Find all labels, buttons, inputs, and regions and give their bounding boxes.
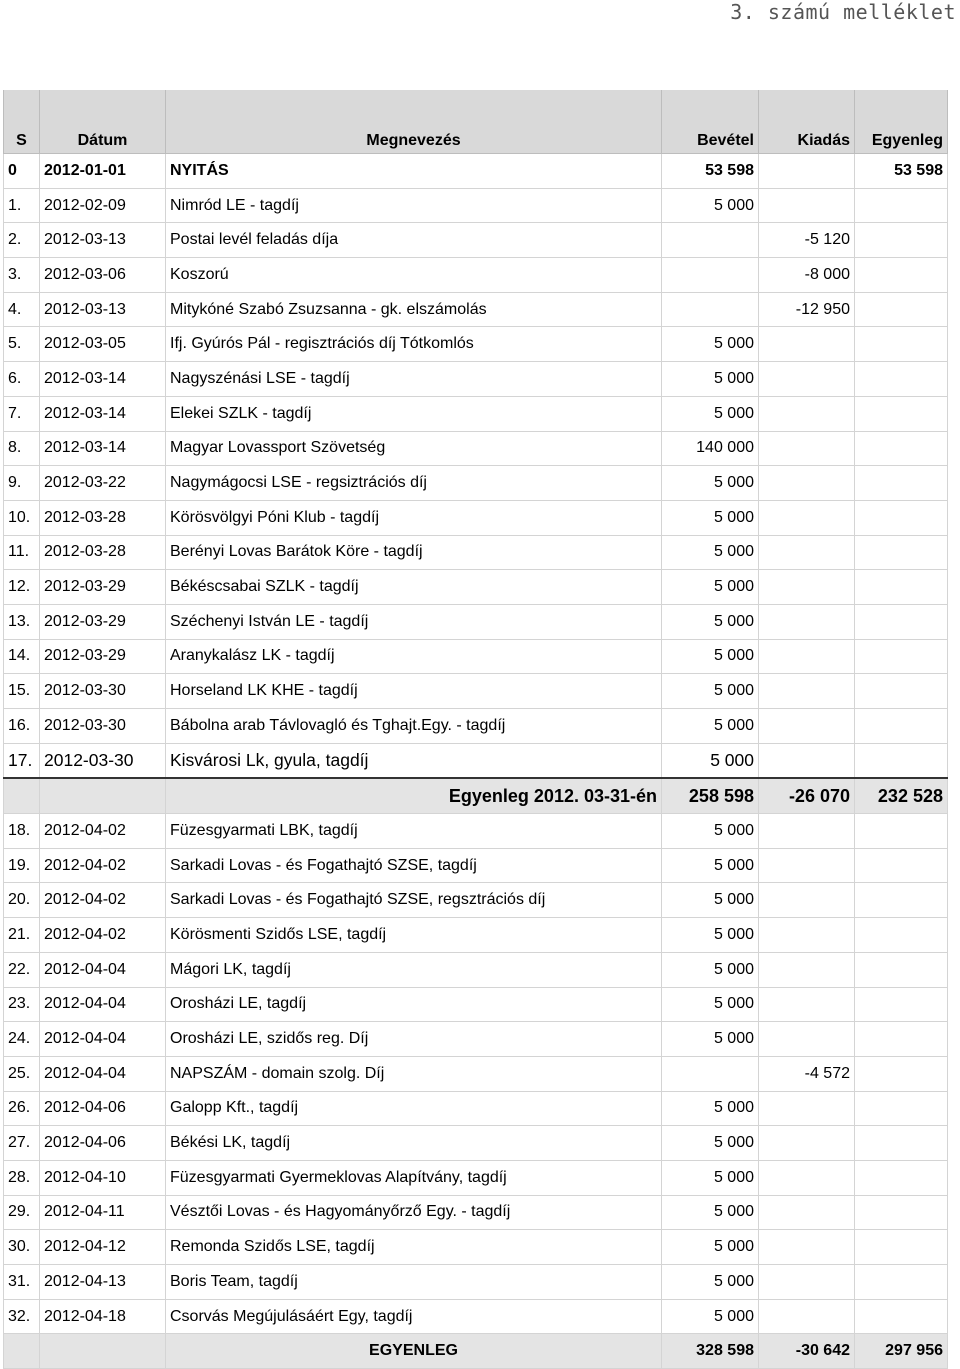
document-title: 3. számú melléklet (730, 0, 956, 24)
cell-name: Békéscsabai SZLK - tagdíj (166, 570, 662, 605)
cell-balance (855, 952, 948, 987)
cell-income: 5 000 (662, 535, 759, 570)
cell-income (662, 292, 759, 327)
cell-date: 2012-03-14 (40, 396, 166, 431)
cell-s: 2. (4, 223, 40, 258)
cell-expense (759, 500, 855, 535)
cell-name: Orosházi LE, tagdíj (166, 987, 662, 1022)
cell-expense: -8 000 (759, 258, 855, 293)
subtotal-row (4, 778, 948, 813)
cell-balance (855, 1160, 948, 1195)
header-row (4, 90, 948, 154)
cell-s: 4. (4, 292, 40, 327)
cell-income: 5 000 (662, 1126, 759, 1161)
cell-date: 2012-03-14 (40, 431, 166, 466)
cell-date: 2012-03-29 (40, 570, 166, 605)
table-row (4, 1195, 948, 1230)
table-row (4, 1022, 948, 1057)
cell-s: 27. (4, 1126, 40, 1161)
cell-date: 2012-03-13 (40, 223, 166, 258)
ledger-table (3, 90, 948, 1369)
cell-expense (759, 570, 855, 605)
cell-date: 2012-03-29 (40, 604, 166, 639)
cell-s: 17. (4, 743, 40, 778)
col-header-s: S (4, 90, 40, 154)
cell-balance (855, 1299, 948, 1334)
cell-expense (759, 814, 855, 849)
cell-income: 5 000 (662, 883, 759, 918)
cell-date: 2012-03-13 (40, 292, 166, 327)
ledger-body (4, 90, 948, 1369)
cell-income: 5 000 (662, 1022, 759, 1057)
cell-expense: -26 070 (759, 778, 855, 813)
table-row (4, 466, 948, 501)
table-row (4, 883, 948, 918)
cell-s: 6. (4, 362, 40, 397)
col-header-balance: Egyenleg (855, 90, 948, 154)
cell-income: 5 000 (662, 1299, 759, 1334)
cell-balance (855, 1126, 948, 1161)
cell-name: Ifj. Gyúrós Pál - regisztrációs díj Tótkomlós (166, 327, 662, 362)
cell-balance (855, 883, 948, 918)
cell-name: Csorvás Megújulásáért Egy, tagdíj (166, 1299, 662, 1334)
cell-balance (855, 1091, 948, 1126)
cell-income: 5 000 (662, 918, 759, 953)
cell-expense (759, 952, 855, 987)
cell-s: 0 (4, 154, 40, 189)
cell-expense (759, 362, 855, 397)
cell-name: Széchenyi István LE - tagdíj (166, 604, 662, 639)
cell-name: Koszorú (166, 258, 662, 293)
cell-s: 24. (4, 1022, 40, 1057)
cell-income: 5 000 (662, 674, 759, 709)
cell-date: 2012-04-02 (40, 883, 166, 918)
cell-balance (855, 604, 948, 639)
cell-name: Mágori LK, tagdíj (166, 952, 662, 987)
col-header-income: Bevétel (662, 90, 759, 154)
cell-s: 19. (4, 848, 40, 883)
cell-expense: -4 572 (759, 1056, 855, 1091)
cell-income: 5 000 (662, 814, 759, 849)
cell-balance (855, 639, 948, 674)
cell-expense (759, 1091, 855, 1126)
cell-s: 3. (4, 258, 40, 293)
cell-income: 5 000 (662, 1230, 759, 1265)
cell-balance (855, 709, 948, 744)
cell-income: 5 000 (662, 362, 759, 397)
cell-balance (855, 743, 948, 778)
cell-balance (855, 1195, 948, 1230)
cell-balance (855, 188, 948, 223)
table-row (4, 918, 948, 953)
cell-expense: -30 642 (759, 1334, 855, 1369)
cell-name: Füzesgyarmati LBK, tagdíj (166, 814, 662, 849)
cell-date: 2012-03-30 (40, 743, 166, 778)
cell-date: 2012-03-06 (40, 258, 166, 293)
cell-name: Boris Team, tagdíj (166, 1265, 662, 1300)
empty-cell (4, 1334, 40, 1369)
cell-name: Aranykalász LK - tagdíj (166, 639, 662, 674)
cell-income: 5 000 (662, 466, 759, 501)
cell-expense: -12 950 (759, 292, 855, 327)
cell-date: 2012-04-13 (40, 1265, 166, 1300)
cell-name: Galopp Kft., tagdíj (166, 1091, 662, 1126)
cell-expense (759, 1265, 855, 1300)
table-row (4, 396, 948, 431)
table-row (4, 223, 948, 258)
cell-date (40, 778, 166, 813)
cell-date: 2012-03-30 (40, 709, 166, 744)
cell-date: 2012-04-04 (40, 952, 166, 987)
cell-name: Bábolna arab Távlovagló és Tghajt.Egy. - tagdíj (166, 709, 662, 744)
cell-expense (759, 1230, 855, 1265)
cell-date: 2012-04-02 (40, 814, 166, 849)
cell-expense (759, 1022, 855, 1057)
cell-s: 23. (4, 987, 40, 1022)
cell-expense (759, 918, 855, 953)
cell-date: 2012-03-05 (40, 327, 166, 362)
table-row (4, 639, 948, 674)
cell-s: 9. (4, 466, 40, 501)
cell-expense (759, 154, 855, 189)
cell-s: 10. (4, 500, 40, 535)
cell-s: 28. (4, 1160, 40, 1195)
cell-income: 5 000 (662, 327, 759, 362)
empty-cell (40, 1334, 166, 1369)
cell-expense (759, 1126, 855, 1161)
cell-s: 16. (4, 709, 40, 744)
cell-expense (759, 1299, 855, 1334)
cell-income: 5 000 (662, 1160, 759, 1195)
cell-date: 2012-03-28 (40, 500, 166, 535)
cell-name: Magyar Lovassport Szövetség (166, 431, 662, 466)
cell-name: Nagyszénási LSE - tagdíj (166, 362, 662, 397)
cell-balance (855, 258, 948, 293)
cell-name: Vésztői Lovas - és Hagyományőrző Egy. - tagdíj (166, 1195, 662, 1230)
total-row (4, 1334, 948, 1369)
cell-income: 5 000 (662, 1091, 759, 1126)
cell-balance (855, 292, 948, 327)
cell-name: Berényi Lovas Barátok Köre - tagdíj (166, 535, 662, 570)
table-row (4, 674, 948, 709)
cell-s: 1. (4, 188, 40, 223)
table-row (4, 604, 948, 639)
cell-s: 21. (4, 918, 40, 953)
cell-name: Sarkadi Lovas - és Fogathajtó SZSE, tagdíj (166, 848, 662, 883)
cell-balance (855, 1265, 948, 1300)
cell-income: 5 000 (662, 396, 759, 431)
cell-s: 26. (4, 1091, 40, 1126)
cell-name: Mitykóné Szabó Zsuzsanna - gk. elszámolás (166, 292, 662, 327)
cell-expense (759, 466, 855, 501)
cell-balance (855, 500, 948, 535)
cell-expense (759, 1195, 855, 1230)
cell-date: 2012-04-06 (40, 1091, 166, 1126)
table-row (4, 1160, 948, 1195)
cell-s (4, 778, 40, 813)
cell-balance (855, 466, 948, 501)
cell-s: 8. (4, 431, 40, 466)
cell-s: 18. (4, 814, 40, 849)
cell-date: 2012-03-22 (40, 466, 166, 501)
cell-name: Kisvárosi Lk, gyula, tagdíj (166, 743, 662, 778)
cell-income: 5 000 (662, 1195, 759, 1230)
cell-expense: -5 120 (759, 223, 855, 258)
cell-balance (855, 431, 948, 466)
cell-income: 53 598 (662, 154, 759, 189)
cell-balance (855, 1230, 948, 1265)
table-row (4, 987, 948, 1022)
cell-date: 2012-01-01 (40, 154, 166, 189)
cell-s: 31. (4, 1265, 40, 1300)
cell-balance (855, 327, 948, 362)
cell-income: 140 000 (662, 431, 759, 466)
table-row (4, 258, 948, 293)
table-row (4, 1230, 948, 1265)
table-row (4, 1126, 948, 1161)
cell-date: 2012-03-29 (40, 639, 166, 674)
cell-s: 32. (4, 1299, 40, 1334)
cell-date: 2012-03-28 (40, 535, 166, 570)
table-row (4, 570, 948, 605)
col-header-expense: Kiadás (759, 90, 855, 154)
cell-balance (855, 987, 948, 1022)
table-row (4, 1056, 948, 1091)
cell-income: 5 000 (662, 188, 759, 223)
cell-date: 2012-03-30 (40, 674, 166, 709)
table-row (4, 154, 948, 189)
col-header-name: Megnevezés (166, 90, 662, 154)
cell-s: 14. (4, 639, 40, 674)
cell-expense (759, 639, 855, 674)
cell-date: 2012-04-02 (40, 848, 166, 883)
cell-expense (759, 535, 855, 570)
cell-income: 5 000 (662, 1265, 759, 1300)
cell-income (662, 1056, 759, 1091)
cell-s: 29. (4, 1195, 40, 1230)
cell-income: 5 000 (662, 987, 759, 1022)
table-row (4, 188, 948, 223)
table-row (4, 1091, 948, 1126)
table-row (4, 709, 948, 744)
cell-expense (759, 883, 855, 918)
cell-income: 5 000 (662, 500, 759, 535)
cell-expense (759, 396, 855, 431)
cell-expense (759, 188, 855, 223)
cell-income: 5 000 (662, 639, 759, 674)
cell-s: 12. (4, 570, 40, 605)
table-row (4, 362, 948, 397)
cell-income: 5 000 (662, 848, 759, 883)
cell-name: Nimród LE - tagdíj (166, 188, 662, 223)
cell-s: 5. (4, 327, 40, 362)
cell-expense (759, 987, 855, 1022)
cell-s: 22. (4, 952, 40, 987)
cell-date: 2012-04-02 (40, 918, 166, 953)
cell-balance (855, 396, 948, 431)
cell-s: 20. (4, 883, 40, 918)
table-row (4, 431, 948, 466)
cell-name: Körösvölgyi Póni Klub - tagdíj (166, 500, 662, 535)
cell-income (662, 258, 759, 293)
cell-expense (759, 1160, 855, 1195)
cell-balance (855, 1056, 948, 1091)
table-row (4, 814, 948, 849)
table-row (4, 327, 948, 362)
cell-balance (855, 918, 948, 953)
cell-income: 5 000 (662, 952, 759, 987)
cell-name: Remonda Szidős LSE, tagdíj (166, 1230, 662, 1265)
cell-balance: 297 956 (855, 1334, 948, 1369)
cell-expense (759, 743, 855, 778)
cell-s: 13. (4, 604, 40, 639)
table-row (4, 952, 948, 987)
cell-balance: 232 528 (855, 778, 948, 813)
cell-s: 25. (4, 1056, 40, 1091)
cell-income: 328 598 (662, 1334, 759, 1369)
cell-expense (759, 674, 855, 709)
cell-name: Orosházi LE, szidős reg. Díj (166, 1022, 662, 1057)
cell-date: 2012-04-18 (40, 1299, 166, 1334)
table-row (4, 292, 948, 327)
cell-balance (855, 223, 948, 258)
cell-name: Békési LK, tagdíj (166, 1126, 662, 1161)
cell-s: 15. (4, 674, 40, 709)
cell-date: 2012-04-11 (40, 1195, 166, 1230)
cell-income: 258 598 (662, 778, 759, 813)
cell-name: Nagymágocsi LSE - regsiztrációs díj (166, 466, 662, 501)
col-header-date: Dátum (40, 90, 166, 154)
cell-name: Elekei SZLK - tagdíj (166, 396, 662, 431)
cell-name: Horseland LK KHE - tagdíj (166, 674, 662, 709)
cell-name: NYITÁS (166, 154, 662, 189)
cell-date: 2012-04-04 (40, 1022, 166, 1057)
cell-balance (855, 674, 948, 709)
cell-date: 2012-04-12 (40, 1230, 166, 1265)
table-row (4, 848, 948, 883)
cell-s: 30. (4, 1230, 40, 1265)
cell-income (662, 223, 759, 258)
cell-income: 5 000 (662, 604, 759, 639)
cell-date: 2012-02-09 (40, 188, 166, 223)
cell-balance (855, 362, 948, 397)
cell-expense (759, 848, 855, 883)
cell-total-label: EGYENLEG (166, 1334, 662, 1369)
cell-name: NAPSZÁM - domain szolg. Díj (166, 1056, 662, 1091)
cell-name: Postai levél feladás díja (166, 223, 662, 258)
cell-income: 5 000 (662, 570, 759, 605)
cell-date: 2012-04-06 (40, 1126, 166, 1161)
cell-balance (855, 814, 948, 849)
cell-income: 5 000 (662, 709, 759, 744)
table-row (4, 1299, 948, 1334)
cell-s: 7. (4, 396, 40, 431)
cell-balance (855, 570, 948, 605)
cell-expense (759, 604, 855, 639)
cell-name: Egyenleg 2012. 03-31-én (166, 778, 662, 813)
cell-income: 5 000 (662, 743, 759, 778)
cell-date: 2012-04-04 (40, 1056, 166, 1091)
cell-balance: 53 598 (855, 154, 948, 189)
cell-balance (855, 535, 948, 570)
cell-date: 2012-03-14 (40, 362, 166, 397)
table-row (4, 743, 948, 778)
cell-expense (759, 709, 855, 744)
table-row (4, 500, 948, 535)
cell-date: 2012-04-10 (40, 1160, 166, 1195)
cell-balance (855, 848, 948, 883)
cell-name: Füzesgyarmati Gyermeklovas Alapítvány, tagdíj (166, 1160, 662, 1195)
cell-balance (855, 1022, 948, 1057)
cell-expense (759, 431, 855, 466)
cell-s: 11. (4, 535, 40, 570)
table-row (4, 1265, 948, 1300)
cell-date: 2012-04-04 (40, 987, 166, 1022)
cell-name: Körösmenti Szidős LSE, tagdíj (166, 918, 662, 953)
cell-expense (759, 327, 855, 362)
cell-name: Sarkadi Lovas - és Fogathajtó SZSE, regsztrációs díj (166, 883, 662, 918)
table-row (4, 535, 948, 570)
